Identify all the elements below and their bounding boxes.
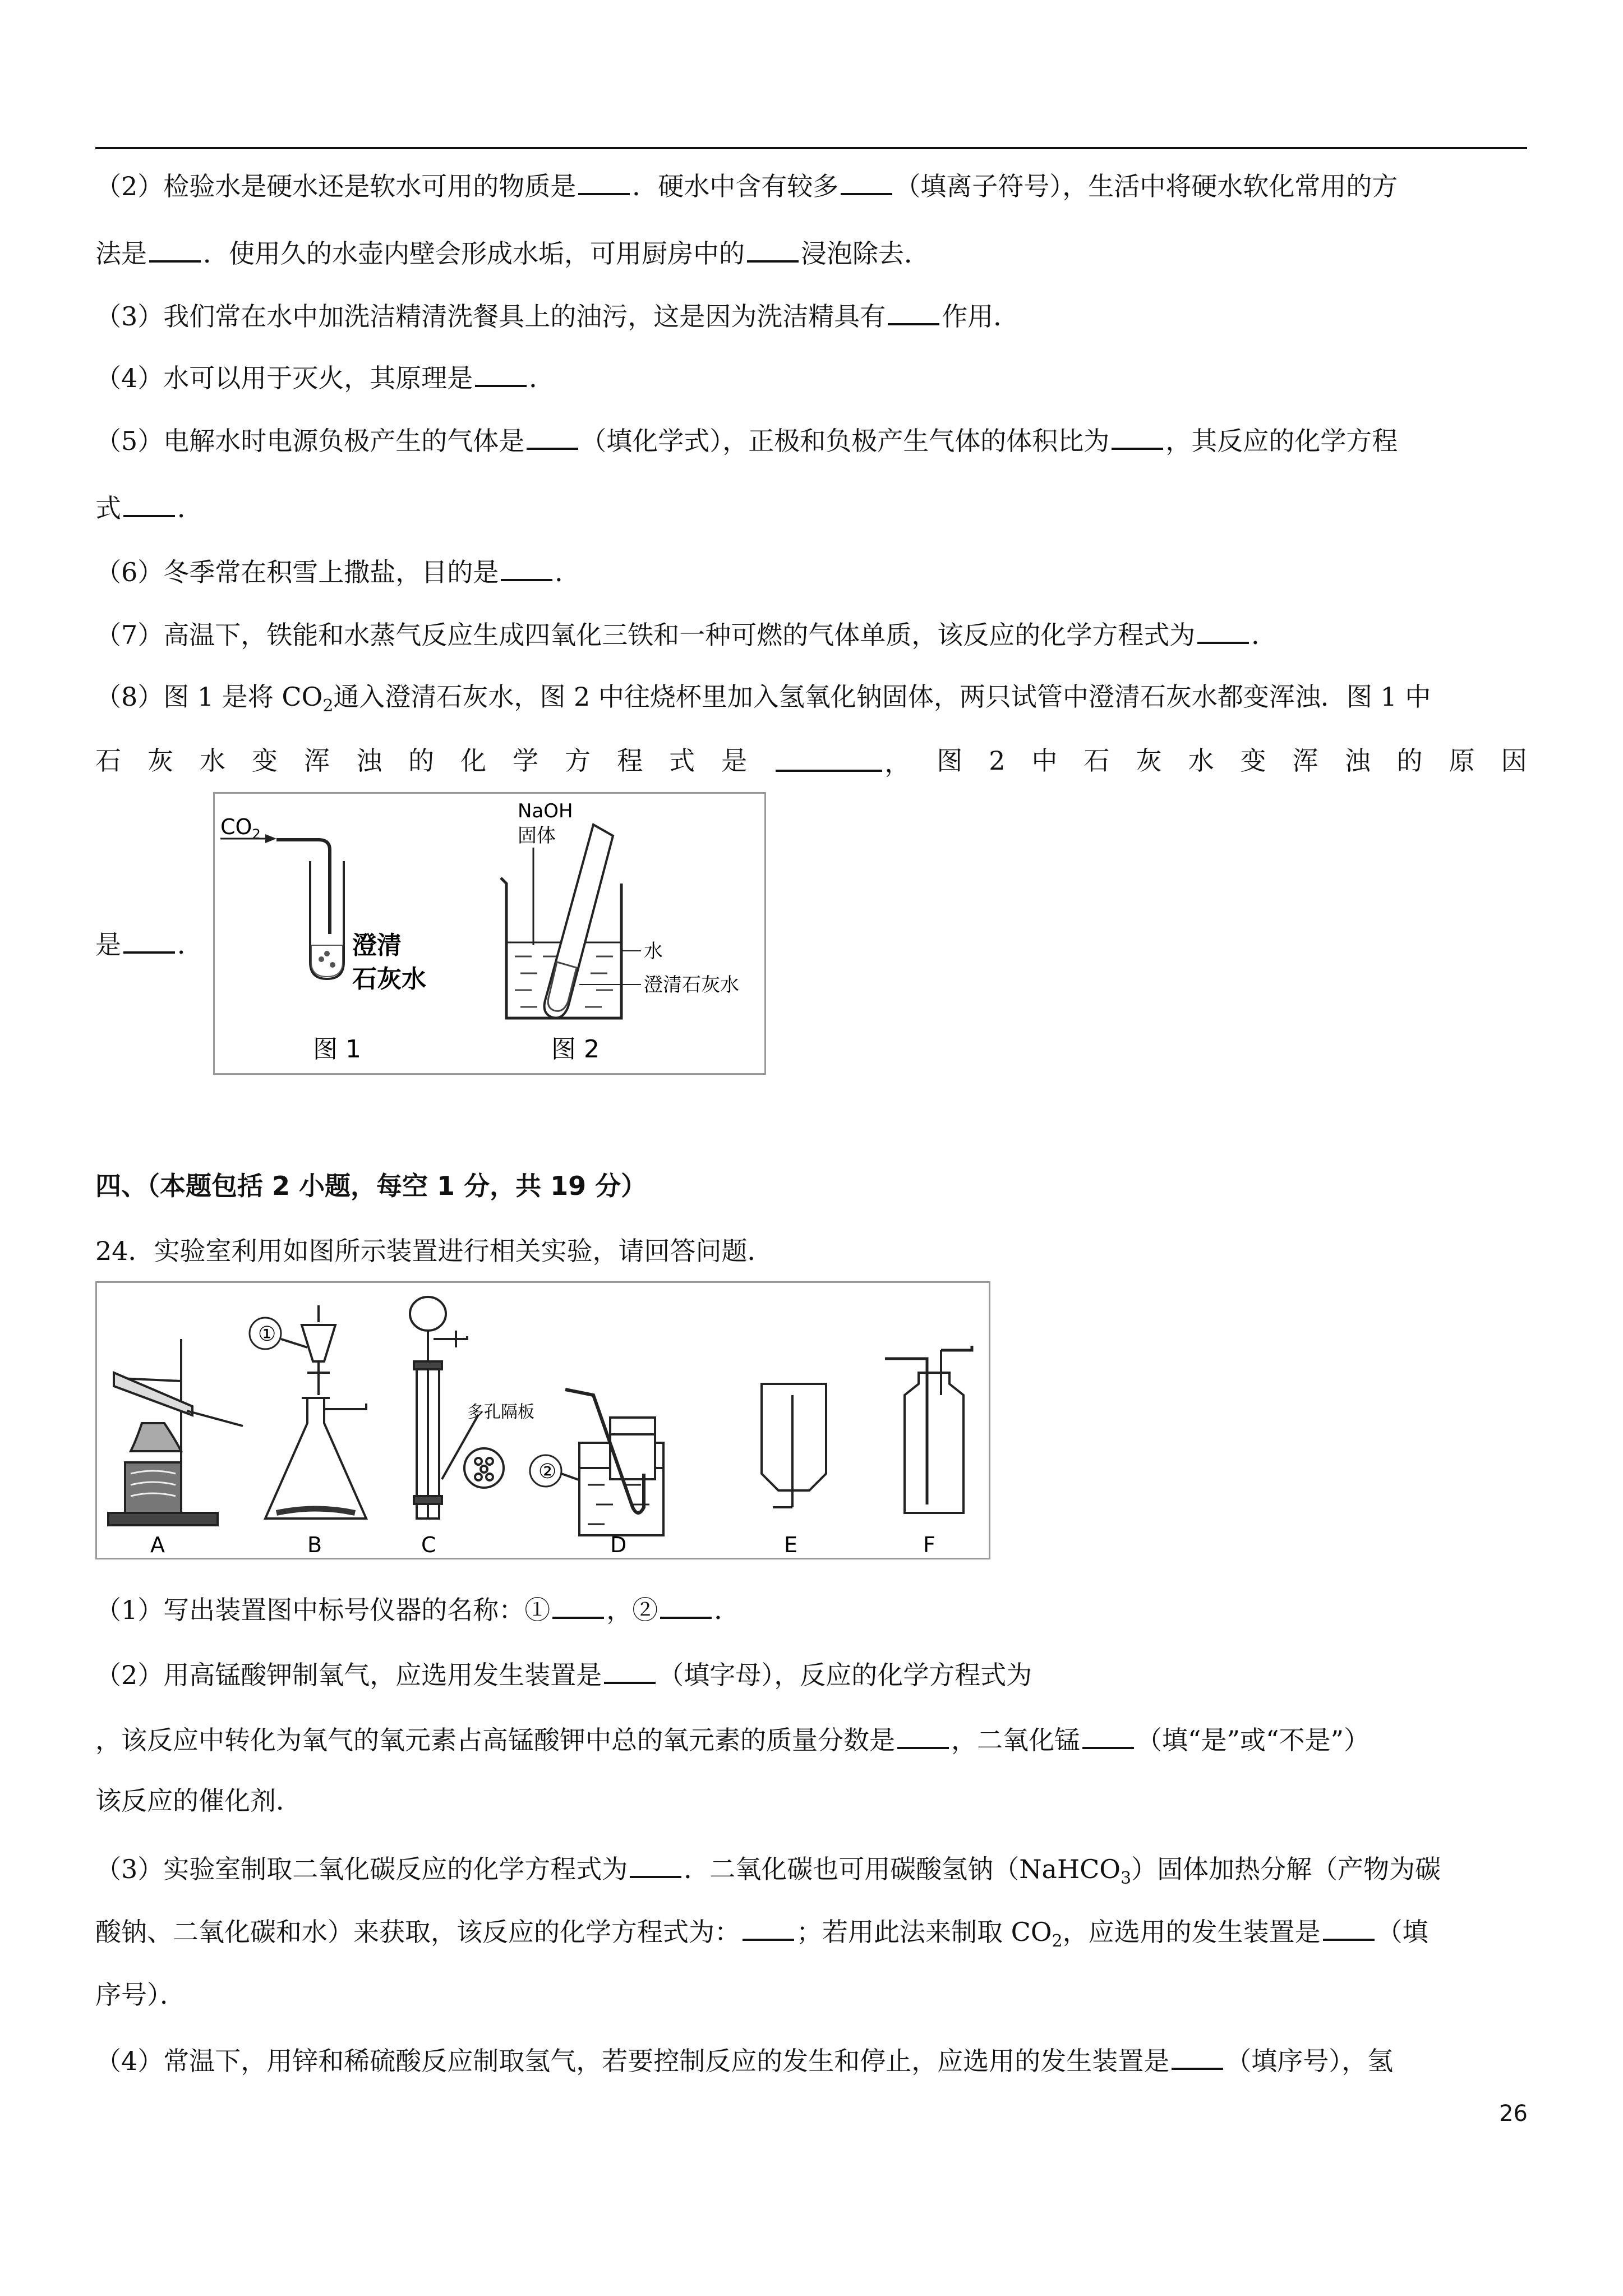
justified-char: 原 [1449, 746, 1475, 776]
answer-blank[interactable] [776, 744, 882, 772]
apparatus-label-c: C [421, 1533, 436, 1557]
delivery-tube [276, 840, 330, 934]
q24-3-line1 [95, 1850, 1441, 1895]
answer-blank[interactable] [501, 553, 552, 581]
apparatus-label-f: F [923, 1533, 935, 1557]
text: （4）常温下，用锌和稀硫酸反应制取氢气，若要控制反应的发生和停止，应选用的发生装置是 [95, 2046, 1170, 2076]
justified-char: 2 [989, 746, 1006, 776]
justified-char: 浑 [304, 746, 330, 776]
limewater-level-1 [311, 945, 343, 977]
text: 浸泡除去． [801, 238, 930, 269]
text: 序号）． [95, 1980, 186, 2010]
apparatus-a [108, 1339, 243, 1525]
answer-blank[interactable] [527, 422, 578, 450]
text: 作用． [942, 301, 1020, 332]
text: （1）写出装置图中标号仪器的名称：① [95, 1595, 551, 1625]
justified-char: 是 [721, 746, 748, 776]
text: 四、（本题包括 2 小题，每空 1 分，共 19 分） [95, 1171, 647, 1201]
q5-line2 [95, 489, 203, 525]
justified-char: 方 [565, 746, 591, 776]
figure-1-2-drawing [215, 794, 764, 1073]
answer-blank[interactable] [897, 1721, 949, 1749]
q8-line3 [95, 926, 203, 961]
q2-line2 [95, 234, 930, 270]
justified-char: 水 [1188, 746, 1214, 776]
answer-blank[interactable] [1082, 1721, 1134, 1749]
justified-char: 的 [1396, 746, 1423, 776]
justified-char: 水 [200, 746, 226, 776]
justified-char: ， [773, 744, 910, 780]
answer-blank[interactable] [1323, 1913, 1375, 1941]
answer-blank[interactable] [841, 167, 892, 195]
subscript: 3 [1120, 1869, 1132, 1889]
limewater-label-1a: 澄清 [352, 931, 402, 960]
answer-blank[interactable] [888, 297, 939, 325]
text: （3）实验室制取二氧化碳反应的化学方程式为 [95, 1854, 628, 1884]
text: （填字母），反应的化学方程式为 [658, 1660, 1032, 1690]
apparatus-drawing [97, 1283, 989, 1558]
water-label: 水 [644, 940, 663, 963]
section-4-title [95, 1169, 647, 1203]
justified-char: 式 [669, 746, 695, 776]
answer-blank[interactable] [149, 234, 201, 263]
text: 是 [95, 930, 121, 960]
justified-char: 学 [513, 746, 539, 776]
answer-blank[interactable] [604, 1656, 656, 1684]
answer-blank[interactable] [1172, 2042, 1223, 2070]
text: ，其反应的化学方程 [1165, 426, 1398, 456]
justified-char: 灰 [147, 746, 174, 776]
justified-char: 程 [617, 746, 643, 776]
text: ．使用久的水壶内壁会形成水垢，可用厨房中的 [203, 238, 745, 269]
q24-stem [95, 1234, 773, 1268]
justified-char: 的 [408, 746, 435, 776]
justified-char: 化 [460, 746, 487, 776]
apparatus-figure [95, 1281, 990, 1559]
apparatus-label-a: A [150, 1533, 165, 1557]
answer-blank[interactable] [743, 1913, 794, 1941]
bubble [319, 956, 324, 962]
apparatus-label-e: E [784, 1533, 798, 1557]
apparatus-label-d: D [610, 1533, 627, 1557]
justified-char: 变 [252, 746, 278, 776]
justified-char: 灰 [1136, 746, 1162, 776]
q2-line1 [95, 167, 1398, 203]
text: ，该反应中转化为氧气的氧元素占高锰酸钾中总的氧元素的质量分数是 [95, 1725, 895, 1755]
bubble [324, 951, 330, 956]
answer-blank[interactable] [475, 359, 527, 387]
limewater-label-2: 澄清石灰水 [644, 974, 739, 996]
justified-char: 浑 [1292, 746, 1318, 776]
apparatus-e [762, 1384, 826, 1507]
answer-blank[interactable] [123, 926, 175, 954]
subscript: 2 [322, 696, 334, 716]
text: ． [714, 1595, 740, 1625]
text: （2）用高锰酸钾制氧气，应选用发生装置是 [95, 1660, 602, 1690]
naoh-label: NaOH [518, 800, 573, 822]
arrow-head [265, 834, 276, 843]
text: （2）检验水是硬水还是软水可用的物质是 [95, 171, 577, 201]
justified-char: 因 [1501, 746, 1527, 776]
solid-label: 固体 [518, 825, 556, 847]
figure-1-caption: 图 1 [313, 1035, 361, 1064]
limewater-label-1b: 石灰水 [352, 965, 426, 993]
justified-char: 变 [1240, 746, 1266, 776]
figure-1-2 [213, 792, 766, 1075]
text: 酸钠、二氧化碳和水）来获取，该反应的化学方程式为： [95, 1917, 740, 1947]
text: （3）我们常在水中加洗洁精清洗餐具上的油污，这是因为洗洁精具有 [95, 301, 886, 332]
q24-1-line [95, 1591, 740, 1627]
page-number: 26 [1499, 2101, 1528, 2127]
text: （6）冬季常在积雪上撒盐，目的是 [95, 557, 499, 587]
justified-char: 石 [1083, 746, 1110, 776]
porous-plate-label: 多孔隔板 [467, 1402, 534, 1422]
justified-char: 中 [1031, 746, 1058, 776]
text: ．硬水中含有较多 [632, 171, 839, 201]
answer-blank[interactable] [552, 1591, 604, 1619]
figure-2-caption: 图 2 [551, 1035, 600, 1064]
text: ；若用此法来制取 CO [796, 1917, 1052, 1947]
answer-blank[interactable] [123, 489, 175, 517]
text: 24．实验室利用如图所示装置进行相关实验，请回答问题． [95, 1236, 773, 1266]
answer-blank[interactable] [1112, 422, 1163, 450]
text: （填“是”或“不是”） [1136, 1725, 1370, 1755]
text: （填 [1376, 1917, 1428, 1947]
text: ． [529, 363, 555, 393]
q24-3-line3 [95, 1978, 186, 2012]
apparatus-d [561, 1389, 663, 1535]
answer-blank[interactable] [630, 1850, 681, 1878]
circle-1-text: ① [258, 1323, 276, 1346]
q5-line1 [95, 422, 1398, 458]
q24-2-line2 [95, 1721, 1370, 1757]
text: 法是 [95, 238, 147, 269]
subscript: 2 [1052, 1931, 1063, 1952]
text: ． [1251, 620, 1278, 650]
q3-line [95, 297, 1019, 333]
co2-label: $CO_2$ [220, 815, 261, 842]
answer-blank[interactable] [747, 234, 799, 263]
q8-line2 [95, 744, 1527, 780]
apparatus-label-b: B [307, 1533, 322, 1557]
answer-blank[interactable] [1197, 616, 1249, 644]
justified-char: 浊 [1344, 746, 1371, 776]
text: （8）图 1 是将 CO [95, 682, 323, 712]
text: （填化学式），正极和负极产生气体的体积比为 [580, 426, 1110, 456]
text: 该反应的催化剂． [95, 1786, 302, 1816]
q6-line [95, 553, 580, 589]
justified-char: 石 [95, 746, 121, 776]
apparatus-f [885, 1346, 972, 1513]
q7-line [95, 616, 1277, 652]
limewater-level-2 [548, 962, 577, 1011]
q8-line1 [95, 680, 1431, 723]
text: （7）高温下，铁能和水蒸气反应生成四氧化三铁和一种可燃的气体单质，该反应的化学方程式为 [95, 620, 1196, 650]
q4-line [95, 359, 555, 395]
text: ，二氧化锰 [951, 1725, 1080, 1755]
text: （4）水可以用于灭火，其原理是 [95, 363, 473, 393]
text: ． [177, 493, 203, 523]
q24-2-line1 [95, 1656, 1032, 1692]
text: ）固体加热分解（产物为碳 [1131, 1854, 1441, 1884]
q24-2-line3 [95, 1784, 302, 1818]
answer-blank[interactable] [578, 167, 630, 195]
justified-char: 浊 [356, 746, 382, 776]
text: （填序号），氢 [1225, 2046, 1394, 2076]
bubble [330, 962, 335, 968]
text: ，② [606, 1595, 658, 1625]
text: ． [177, 930, 203, 960]
text: ．二氧化碳也可用碳酸氢钠（NaHCO [684, 1854, 1121, 1884]
answer-blank[interactable] [660, 1591, 712, 1619]
text: （填离子符号），生活中将硬水软化常用的方 [895, 171, 1398, 201]
q24-4-line1 [95, 2042, 1393, 2078]
justified-char: 图 [937, 746, 963, 776]
text: ，应选用的发生装置是 [1062, 1917, 1321, 1947]
circle-2-text: ② [538, 1460, 557, 1483]
text: 式 [95, 493, 121, 523]
header-rule [95, 147, 1527, 149]
text: ． [555, 557, 581, 587]
q24-3-line2 [95, 1913, 1428, 1958]
text: 通入澄清石灰水，图 2 中往烧杯里加入氢氧化钠固体，两只试管中澄清石灰水都变浑浊．图 1 中 [333, 682, 1431, 712]
text: （5）电解水时电源负极产生的气体是 [95, 426, 525, 456]
